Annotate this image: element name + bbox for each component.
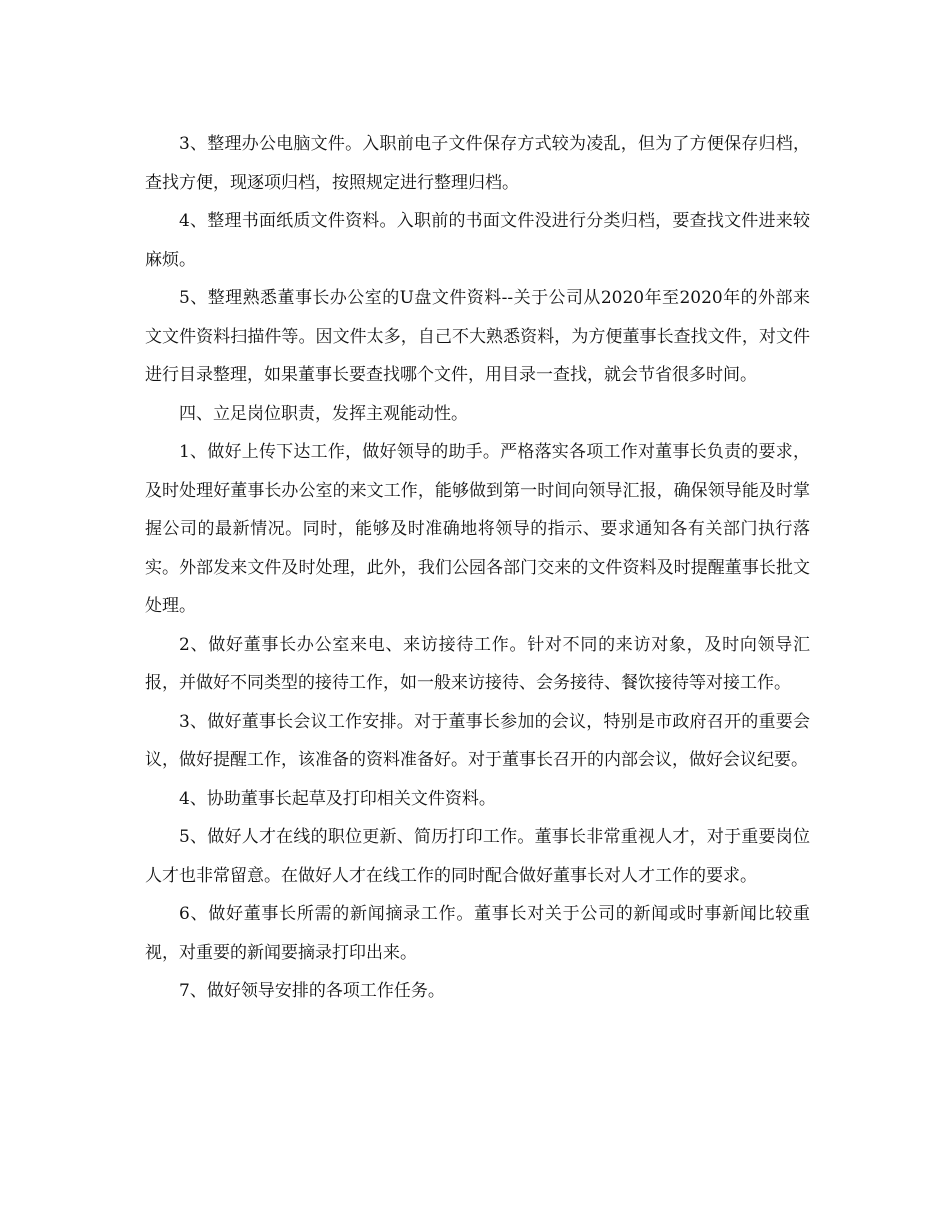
paragraph-item-2-reception: 2、做好董事长办公室来电、来访接待工作。针对不同的来访对象，及时向领导汇报，并做好不同类型的接待工作，如一般来访接待、会务接待、餐饮接待等对接工作。: [145, 634, 810, 693]
paragraph-item-1-relay-work: 1、做好上传下达工作，做好领导的助手。严格落实各项工作对董事长负责的要求，及时处理好董事长办公室的来文工作，能够做到第一时间向领导汇报，确保领导能及时掌握公司的最新情况。同时，能够及时准确地将领导的指示、要求通知各有关部门执行落实。外部发来文件及时处理，此外，我们公园各部门交来的文件资料及时提醒董事长批文处理。: [145, 442, 810, 616]
paragraph-item-5-usb-files: 5、整理熟悉董事长办公室的U盘文件资料--关于公司从2020年至2020年的外部来文文件资料扫描件等。因文件太多，自己不大熟悉资料，为方便董事长查找文件，对文件进行目录整理，如果董事长要查找哪个文件，用目录一查找，就会节省很多时间。: [145, 288, 810, 385]
paragraph-item-7-assigned-tasks: 7、做好领导安排的各项工作任务。: [179, 981, 445, 1001]
paragraph-item-5-talent-online: 5、做好人才在线的职位更新、简历打印工作。董事长非常重视人才，对于重要岗位人才也非常留意。在做好人才在线工作的同时配合做好董事长对人才工作的要求。: [145, 827, 810, 886]
document-body: [145, 125, 810, 1011]
paragraph-item-3-organize-computer-files: 3、整理办公电脑文件。入职前电子文件保存方式较为凌乱，但为了方便保存归档，查找方便，现逐项归档，按照规定进行整理归档。: [145, 134, 810, 193]
paragraph-item-4-drafting: 4、协助董事长起草及打印相关文件资料。: [179, 788, 496, 809]
paragraph-item-6-news-excerpts: 6、做好董事长所需的新闻摘录工作。董事长对关于公司的新闻或时事新闻比较重视，对重要的新闻要摘录打印出来。: [145, 904, 810, 963]
section-heading-four: 四、立足岗位职责，发挥主观能动性。: [179, 403, 468, 424]
paragraph-item-3-meetings: 3、做好董事长会议工作安排。对于董事长参加的会议，特别是市政府召开的重要会议，做好提醒工作，该准备的资料准备好。对于董事长召开的内部会议，做好会议纪要。: [145, 711, 810, 770]
paragraph-item-4-organize-paper-files: 4、整理书面纸质文件资料。入职前的书面文件没进行分类归档，要查找文件进来较麻烦。: [145, 211, 810, 270]
